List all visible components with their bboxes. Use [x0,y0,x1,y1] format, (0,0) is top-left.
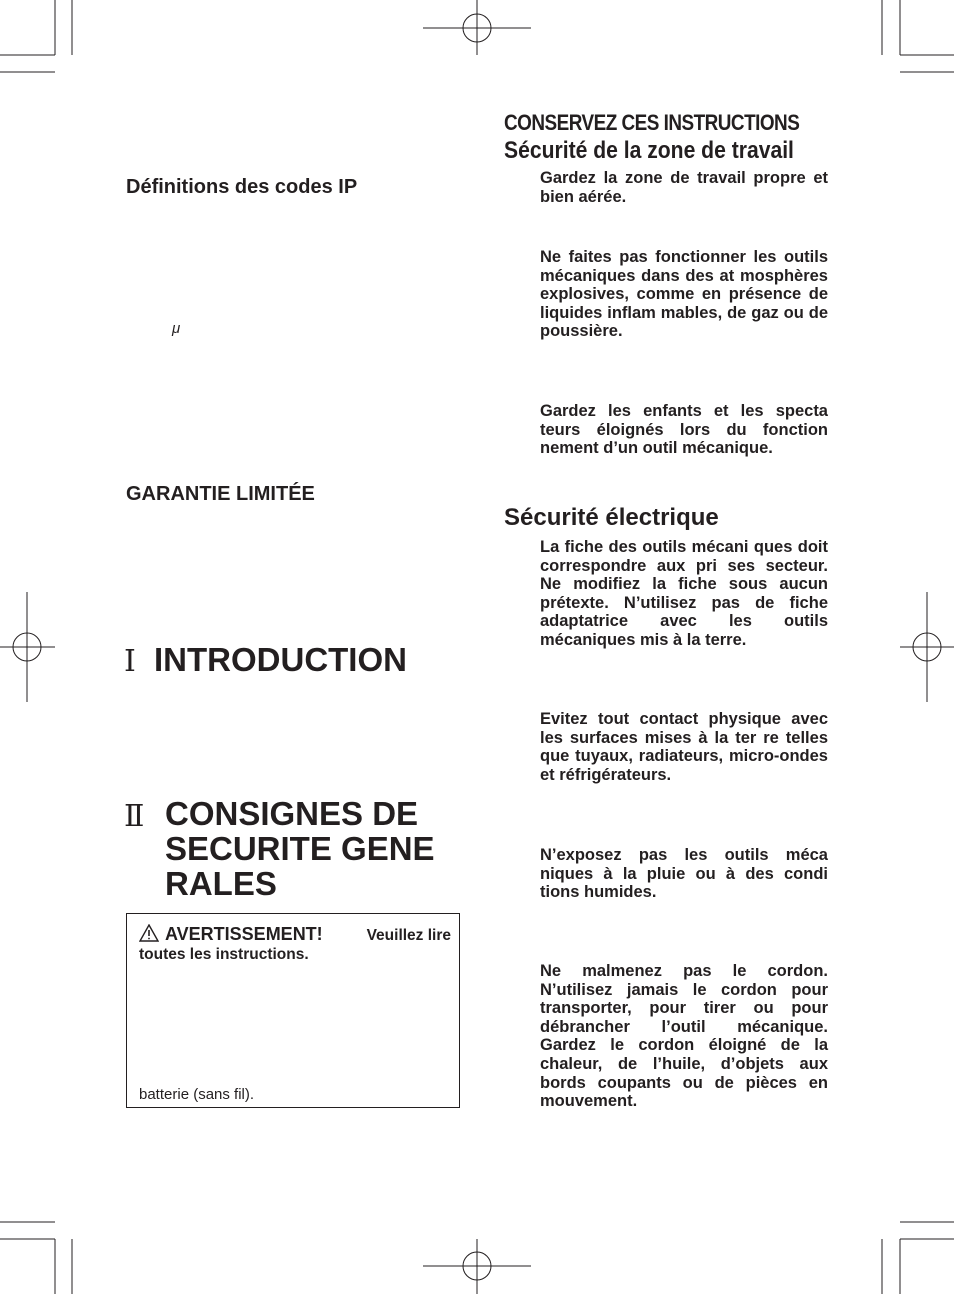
work-area-item-2: Ne faites pas fonctionner les outils mécaniques dans des at mosphères explosives, comme en présence de liquides inflam mables, de gaz ou de poussière. [540,248,828,341]
introduction-title: INTRODUCTION [154,641,407,678]
electrical-item-1: La fiche des outils mécani ques doit correspondre aux pri ses secteur. Ne modifiez la fiche sous aucun prétexte. N’utilisez pas de fiche adaptatrice avec les outils mécaniques mis à la terre. [540,538,828,649]
work-area-item-3: Gardez les enfants et les specta teurs éloignés lors du fonction nement d’un outil mécanique. [540,402,828,458]
electrical-item-4: Ne malmenez pas le cordon. N’utilisez jamais le cordon pour transporter, pour tirer ou pour débrancher l’outil mécanique. Gardez le cordon éloigné de la chaleur, de l’huile, d’objets aux bords coupants ou de pièces en mouvement. [540,962,828,1111]
electrical-item-3: N’exposez pas les outils méca niques à la pluie ou à des condi tions humides. [540,846,828,902]
electrical-heading: Sécurité électrique [504,504,719,531]
work-area-heading: Sécurité de la zone de travail [504,137,794,164]
electrical-item-2: Evitez tout contact physique avec les surfaces mises à la ter re telles que tuyaux, radiateurs, micro-ondes et réfrigérateurs. [540,710,828,784]
section-numeral-1: Ⅰ [124,645,136,678]
warning-label: AVERTISSEMENT! [165,924,323,944]
section-numeral-2: Ⅱ [124,800,145,833]
warranty-heading: GARANTIE LIMITÉE [126,483,315,505]
warning-lead-text: Veuillez lire [366,927,451,944]
work-area-item-1: Gardez la zone de travail propre et bien aérée. [540,169,828,206]
warning-box [126,913,460,1108]
consignes-heading [124,796,464,906]
warning-line2: toutes les instructions. [139,946,309,963]
ip-codes-heading: Définitions des codes IP [126,176,358,198]
warning-footer: batterie (sans fil). [139,1086,255,1103]
consignes-title-line3: RALES [165,865,277,902]
warning-line1 [139,924,451,945]
warning-triangle-icon [139,924,159,942]
consignes-title-line1: CONSIGNES DE [165,795,419,832]
keep-instructions-heading: CONSERVEZ CES INSTRUCTIONS [504,110,800,135]
mu-symbol: μ [172,320,181,337]
consignes-title-line2: SECURITE GENE [165,830,435,867]
